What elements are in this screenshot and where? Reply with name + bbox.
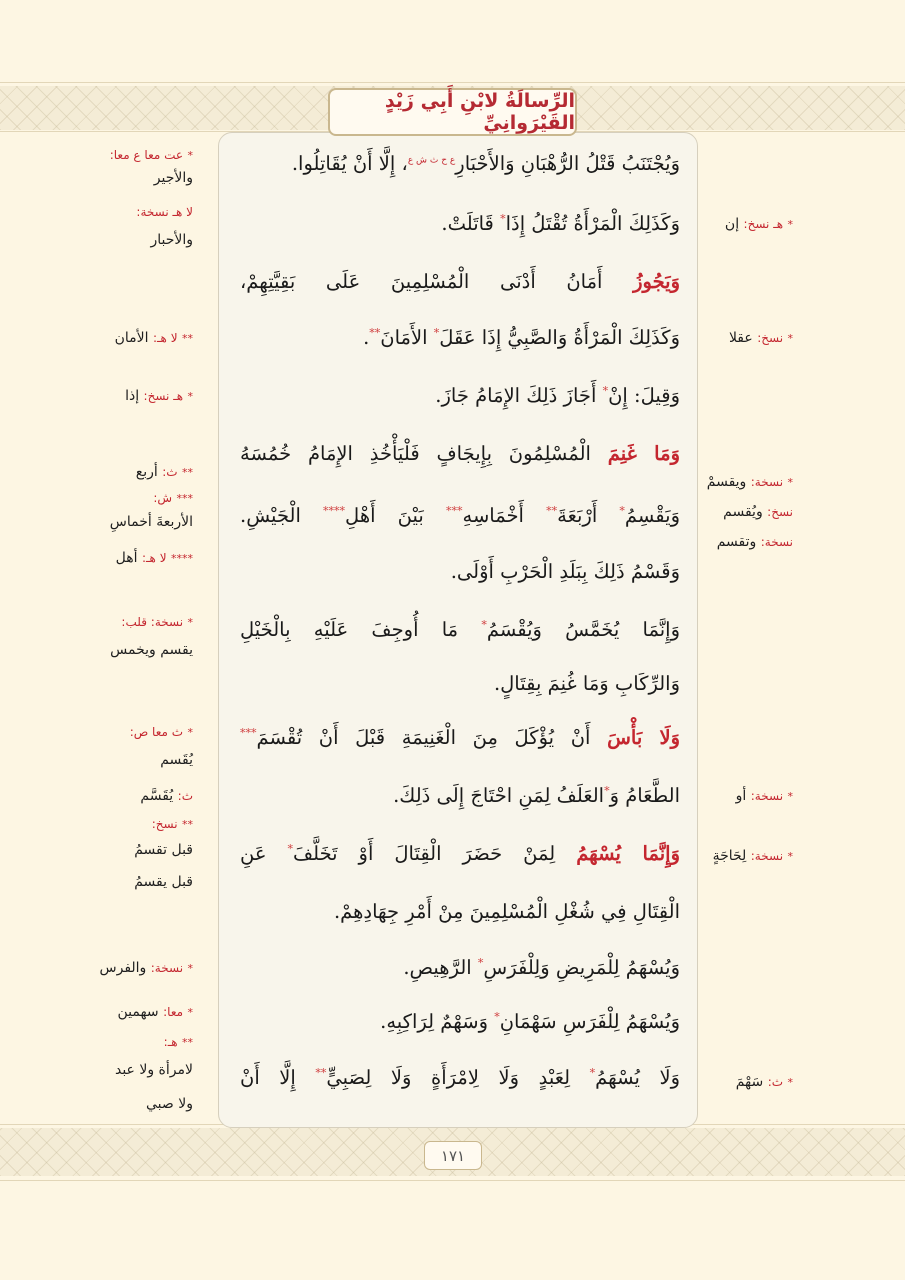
left-note-3: * هـ نسخ: إذا [125,388,193,404]
text-line-9: وَإِنَّمَا يُخَمَّسُ وَيُقْسَمُ* مَا أُوجِفَ عَلَيْهِ بِالْخَيْلِ [240,618,680,641]
note-marker: * [251,726,257,740]
manuscript-sigla: ع ح ث ش ع [407,155,456,166]
left-note-10: ** نسخ: [151,817,193,831]
note-marker: * [604,784,610,798]
rubric-heading: وَإِنَّمَا يُسْهَمُ [576,842,680,865]
rubric-heading: وَيَجُوزُ [633,270,680,293]
left-note-4: ** ث: أربع [135,464,193,480]
right-note-8: * ث: سَهْمَ [735,1074,793,1090]
note-marker: * [477,956,484,970]
note-marker: *** [445,504,463,518]
note-marker: ** [315,1066,327,1080]
right-note-1: * هـ نسخ: إن [724,216,793,232]
left-note-10-text-b: قبل يقسمُ [134,874,193,890]
left-note-5: *** ش: [153,491,193,505]
text-line-6: وَمَا غَنِمَ الْمُسْلِمُونَ بِإِيجَافٍ فَلْيَأْخُذِ الإِمَامُ خُمُسَهُ [240,442,680,465]
text-line-3: وَيَجُوزُ أَمَانُ أَدْنَى الْمُسْلِمِينَ عَلَى بَقِيَّتِهِمْ، [240,270,680,293]
page-title-text: الرِّسالَةُ لابْنِ أَبِي زَيْدٍ القَيْرَوانِيِّ [384,90,575,134]
left-note-5-text: الأربعةَ أخماسِ [109,514,193,530]
text-line-16: وَيُسْهَمُ لِلْفَرَسِ سَهْمَانِ* وَسَهْمٌ لِرَاكِبِهِ. [380,1010,680,1033]
text-line-8: وَقَسْمُ ذَلِكَ بِبَلَدِ الْحَرْبِ أَوْلَى. [450,560,680,583]
left-note-8: * ث معا ص: [129,725,193,739]
text-line-10: وَالرِّكَابِ وَمَا غُنِمَ بِقِتَالٍ. [493,672,680,695]
text-line-4: وَكَذَلِكَ الْمَرْأَةُ وَالصَّبِيُّ إِذَا عَقَلَ* الأَمَانَ**. [363,326,680,349]
left-note-13: ** هـ: [163,1035,193,1049]
page-number [424,1141,482,1170]
note-marker: ** [369,326,381,340]
text-line-15: وَيُسْهَمُ لِلْمَرِيضِ وَلِلْفَرَسِ* الرَّهِيصِ. [403,956,680,979]
left-note-6: **** لا هـ: أهل [115,550,193,566]
footer-bottom-rule [0,1180,905,1181]
page-number-text: ١٧١ [440,1146,466,1165]
note-marker: ** [546,504,558,518]
text-line-5: وَقِيلَ: إِنْ* أَجَازَ ذَلِكَ الإِمَامُ جَازَ. [435,384,680,407]
rubric-heading: وَلَا بَأْسَ [607,726,681,749]
note-marker: **** [323,504,346,518]
right-note-5: نسخة: وتقسم [716,534,793,550]
text-line-12: الطَّعَامُ وَ*العَلَفُ لِمَنِ احْتَاجَ إِلَى ذَلِكَ. [393,784,680,807]
note-marker: * [500,212,506,226]
text-line-7: وَيَقْسِمُ* أَرْبَعَةَ** أَخْمَاسِهِ*** بَيْنَ أَهْلِ**** الْجَيْشِ. [240,504,680,527]
text-line-17: وَلَا يُسْهَمُ* لِعَبْدٍ وَلَا لِامْرَأَةٍ وَلَا لِصَبِيٍّ** إِلَّا أَنْ [240,1066,680,1089]
left-note-1: * عت معا ع معا: [109,148,193,162]
left-note-7: * نسخة: قلب: [121,615,193,629]
note-marker: * [433,326,440,340]
text-line-14: الْقِتَالِ فِي شُغْلِ الْمُسْلِمِينَ مِنْ أَمْرِ جِهَادِهِمْ. [333,900,680,923]
right-note-4: نسخ: ويُقسم [723,504,793,520]
left-note-12: * معا: سهمين [117,1004,193,1020]
note-marker: * [287,842,293,856]
right-note-7: * نسخة: لِحَاجَةٍ [712,848,793,864]
left-note-13-text-a: لامرأة ولا عبد [114,1062,193,1078]
right-note-2: * نسخ: عقلا [728,330,793,346]
left-note-8-text: يُقَسم [160,752,193,768]
top-rule [0,82,905,83]
left-note-1b-text: والأحبار [150,232,193,248]
left-note-11: * نسخة: والفرس [99,960,193,976]
note-marker: * [619,504,625,518]
note-marker: * [481,618,487,632]
text-line-1: وَيُجْتَنَبُ قَتْلُ الرُّهْبَانِ وَالأَحْبَارِ$^{ع ح ث ش ع}$، إِلَّا أَنْ يُقَاتِلُوا. [291,152,680,175]
right-note-6: * نسخة: أو [735,788,793,804]
left-note-2: ** لا هـ: الأمان [114,330,193,346]
text-line-2: وَكَذَلِكَ الْمَرْأَةُ تُقْتَلُ إِذَا* قَاتَلَتْ. [441,212,680,235]
left-note-1b: لا هـ نسخة: [136,205,193,219]
note-marker: ** [240,726,251,740]
page-title [328,88,577,136]
left-note-10-text-a: قبل تقسمُ [134,842,193,858]
left-note-13-text-b: ولا صبي [146,1096,193,1112]
note-marker: * [602,384,609,398]
note-marker: * [589,1066,596,1080]
left-note-1-text: والأجير [153,170,193,186]
left-note-9: ث: يُقَسَّم [140,788,193,804]
right-note-3: * نسخة: ويقسمْ [706,474,793,490]
rubric-heading: وَمَا غَنِمَ [607,442,680,465]
note-marker: * [494,1010,500,1024]
text-line-11: وَلَا بَأْسَ أَنْ يُؤْكَلَ مِنَ الْغَنِيمَةِ قَبْلَ أَنْ تُقْسَمَ*** [240,726,681,749]
text-line-13: وَإِنَّمَا يُسْهَمُ لِمَنْ حَضَرَ الْقِتَالَ أَوْ تَخَلَّفَ* عَنِ [240,842,680,865]
left-note-7-text: يقسم ويخمس [110,642,193,658]
